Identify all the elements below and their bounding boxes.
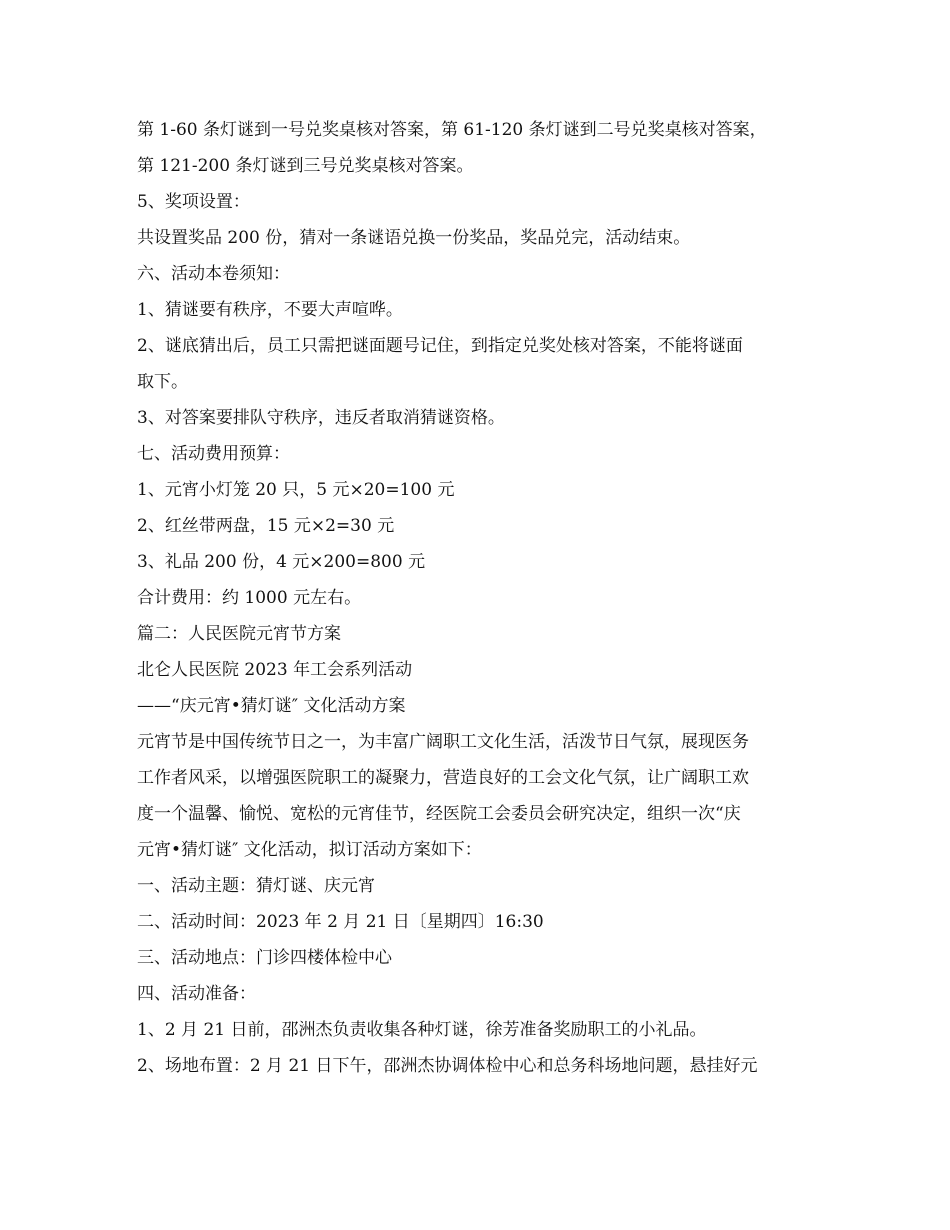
text-line: 2、谜底猜出后，员工只需把谜面题号记住，到指定兑奖处核对答案，不能将谜面 [137,336,743,356]
text-line: 2、红丝带两盘，15 元×2=30 元 [137,516,395,536]
section-heading: 一、活动主题：猜灯谜、庆元宵 [137,876,375,896]
document-body [137,112,827,1084]
text-line: 2、场地布置：2 月 21 日下午，邵洲杰协调体检中心和总务科场地问题，悬挂好元 [137,1056,758,1076]
text-line: 1、猜谜要有秩序，不要大声喧哗。 [137,300,403,320]
text-line: 合计费用：约 1000 元左右。 [137,588,362,608]
article-subtitle: ——“庆元宵•猜灯谜″ 文化活动方案 [137,696,406,716]
text-line: 1、2 月 21 日前，邵洲杰负责收集各种灯谜，徐芳准备奖励职工的小礼品。 [137,1020,707,1040]
text-line: 元宵节是中国传统节日之一，为丰富广阔职工文化生活，活泼节日气氛，展现医务 [137,732,749,752]
text-line: 工作者风采，以增强医院职工的凝聚力，营造良好的工会文化气氛，让广阔职工欢 [137,768,749,788]
text-line: 1、元宵小灯笼 20 只，5 元×20=100 元 [137,480,455,500]
text-line: 3、礼品 200 份，4 元×200=800 元 [137,552,426,572]
text-line: 第 121-200 条灯谜到三号兑奖桌核对答案。 [137,156,474,176]
section-heading: 5、奖项设置： [137,192,250,212]
section-heading: 七、活动费用预算： [137,444,290,464]
text-line: 度一个温馨、愉悦、宽松的元宵佳节，经医院工会委员会研究决定，组织一次“庆 [137,804,741,824]
section-heading: 二、活动时间：2023 年 2 月 21 日〔星期四〕16:30 [137,912,544,932]
text-line: 3、对答案要排队守秩序，违反者取消猜谜资格。 [137,408,505,428]
text-line: 共设置奖品 200 份，猜对一条谜语兑换一份奖品，奖品兑完，活动结束。 [137,228,691,248]
article-subtitle: 北仑人民医院 2023 年工会系列活动 [137,660,413,680]
text-line: 元宵•猜灯谜″ 文化活动，拟订活动方案如下： [137,840,482,860]
section-heading: 六、活动本卷须知： [137,264,290,284]
section-heading: 三、活动地点：门诊四楼体检中心 [137,948,392,968]
text-line: 第 1-60 条灯谜到一号兑奖桌核对答案，第 61-120 条灯谜到二号兑奖桌核对答案， [137,120,767,140]
text-line: 取下。 [137,372,188,392]
section-heading: 四、活动准备： [137,984,256,1004]
article-title: 篇二：人民医院元宵节方案 [137,624,341,644]
